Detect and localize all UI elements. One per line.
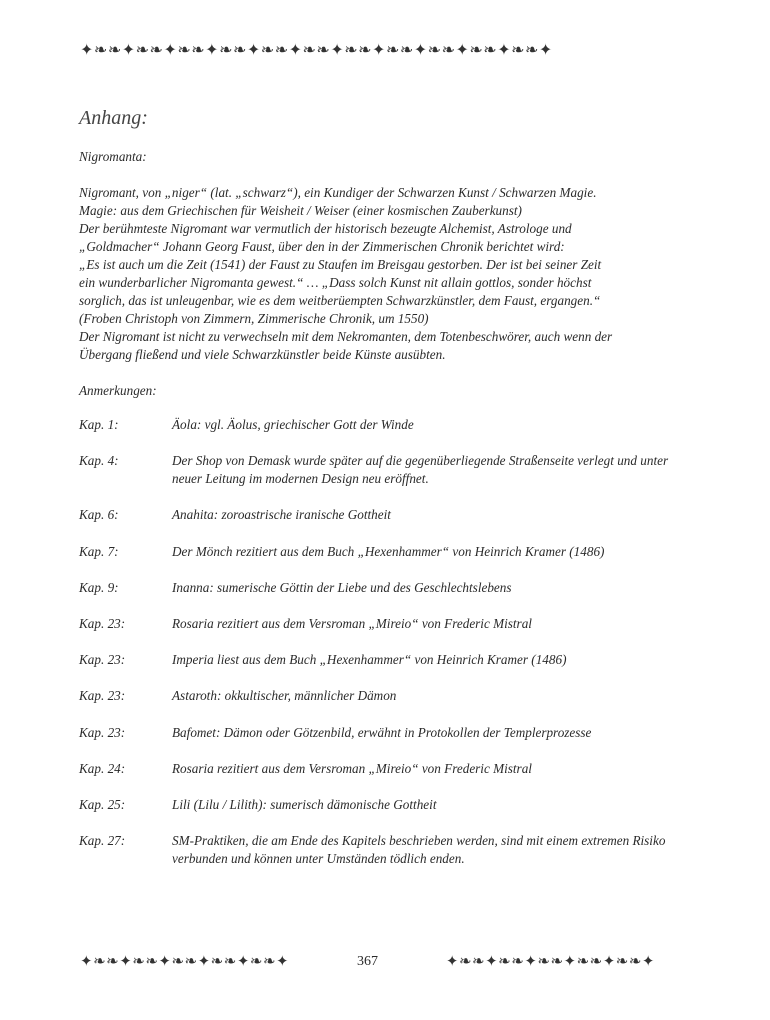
- note-chapter: Kap. 4:: [79, 453, 119, 469]
- paragraph-line: sorglich, das ist unleugenbar, wie es dem weitberüempten Schwarzkünstler, dem Faust, ergangen.“: [79, 293, 601, 308]
- note-text: Inanna: sumerische Göttin der Liebe und des Geschlechtslebens: [172, 579, 512, 595]
- note-item: [79, 796, 679, 814]
- note-chapter: Kap. 6:: [79, 507, 119, 523]
- paragraph-line: Übergang fließend und viele Schwarzkünstler beide Künste ausübten.: [79, 347, 446, 362]
- paragraph-line: „Es ist auch um die Zeit (1541) der Faust zu Staufen im Breisgau gestorben. Der ist bei seiner Zeit: [79, 257, 602, 272]
- note-text: Anahita: zoroastrische iranische Gottheit: [172, 507, 391, 523]
- note-text: SM-Praktiken, die am Ende des Kapitels beschrieben werden, sind mit einem extremen Risiko verbunden und können unter Umständen tödlich enden.: [172, 833, 666, 867]
- note-chapter: Kap. 27:: [79, 833, 126, 849]
- page-title: Anhang:: [79, 107, 148, 129]
- note-text: Rosaria rezitiert aus dem Versroman „Mireio“ von Frederic Mistral: [172, 615, 532, 631]
- note-item: [79, 832, 679, 868]
- note-item: [79, 506, 679, 524]
- note-item: [79, 452, 679, 488]
- note-chapter: Kap. 23:: [79, 615, 126, 631]
- note-text: Der Mönch rezitiert aus dem Buch „Hexenhammer“ von Heinrich Kramer (1486): [172, 543, 605, 559]
- paragraph-line: (Froben Christoph von Zimmern, Zimmerische Chronik, um 1550): [79, 311, 429, 326]
- page-content: [79, 106, 679, 886]
- note-item: [79, 416, 679, 434]
- note-item: [79, 543, 679, 561]
- note-chapter: Kap. 1:: [79, 417, 119, 432]
- footer-ornament-left: ✦❧❧✦❧❧✦❧❧✦❧❧✦❧❧✦: [80, 954, 290, 970]
- note-item: [79, 760, 679, 778]
- note-text: Rosaria rezitiert aus dem Versroman „Mireio“ von Frederic Mistral: [172, 760, 532, 776]
- paragraph-line: Der berühmteste Nigromant war vermutlich der historisch bezeugte Alchemist, Astrologe und: [79, 221, 572, 236]
- note-text: Der Shop von Demask wurde später auf die gegenüberliegende Straßenseite verlegt und unter neuer Leitung im modernen Design neu eröffnet.: [172, 453, 669, 487]
- note-text: Äola: vgl. Äolus, griechischer Gott der Winde: [172, 417, 414, 432]
- note-text: Bafomet: Dämon oder Götzenbild, erwähnt in Protokollen der Templerprozesse: [172, 724, 592, 740]
- note-item: [79, 651, 679, 669]
- note-chapter: Kap. 24:: [79, 760, 126, 776]
- note-chapter: Kap. 23:: [79, 688, 126, 704]
- notes-heading: Anmerkungen:: [79, 383, 157, 398]
- note-chapter: Kap. 23:: [79, 724, 126, 740]
- paragraph-line: Der Nigromant ist nicht zu verwechseln mit dem Nekromanten, dem Totenbeschwörer, auch wenn der: [79, 329, 613, 344]
- paragraph-line: Magie: aus dem Griechischen für Weisheit / Weiser (einer kosmischen Zauberkunst): [79, 203, 522, 218]
- note-chapter: Kap. 7:: [79, 543, 119, 559]
- paragraph-line: Nigromant, von „niger“ (lat. „schwarz“), ein Kundiger der Schwarzen Kunst / Schwarzen Magie.: [79, 185, 597, 200]
- note-chapter: Kap. 25:: [79, 796, 126, 812]
- note-item: [79, 615, 679, 633]
- note-text: Lili (Lilu / Lilith): sumerisch dämonische Gottheit: [172, 796, 437, 812]
- paragraph-line: ein wunderbarlicher Nigromanta gewest.“ … „Dass solch Kunst nit allain gottlos, sonder höchst: [79, 275, 592, 290]
- footer-ornament-right: ✦❧❧✦❧❧✦❧❧✦❧❧✦❧❧✦: [445, 954, 655, 970]
- nigromanta-paragraph: [79, 184, 679, 364]
- top-ornament: ✦❧❧✦❧❧✦❧❧✦❧❧✦❧❧✦❧❧✦❧❧✦❧❧✦❧❧✦❧❧✦❧❧✦: [80, 42, 553, 59]
- section-subtitle: Nigromanta:: [79, 149, 147, 164]
- notes-list: [79, 416, 679, 868]
- note-text: Imperia liest aus dem Buch „Hexenhammer“ von Heinrich Kramer (1486): [172, 652, 567, 668]
- note-text: Astaroth: okkultischer, männlicher Dämon: [172, 688, 397, 704]
- page-number: 367: [357, 953, 378, 969]
- paragraph-line: „Goldmacher“ Johann Georg Faust, über den in der Zimmerischen Chronik berichtet wird:: [79, 239, 565, 254]
- note-item: [79, 687, 679, 705]
- note-item: [79, 579, 679, 597]
- page-footer: [80, 952, 655, 971]
- note-chapter: Kap. 23:: [79, 652, 126, 668]
- note-item: [79, 724, 679, 742]
- note-chapter: Kap. 9:: [79, 579, 119, 595]
